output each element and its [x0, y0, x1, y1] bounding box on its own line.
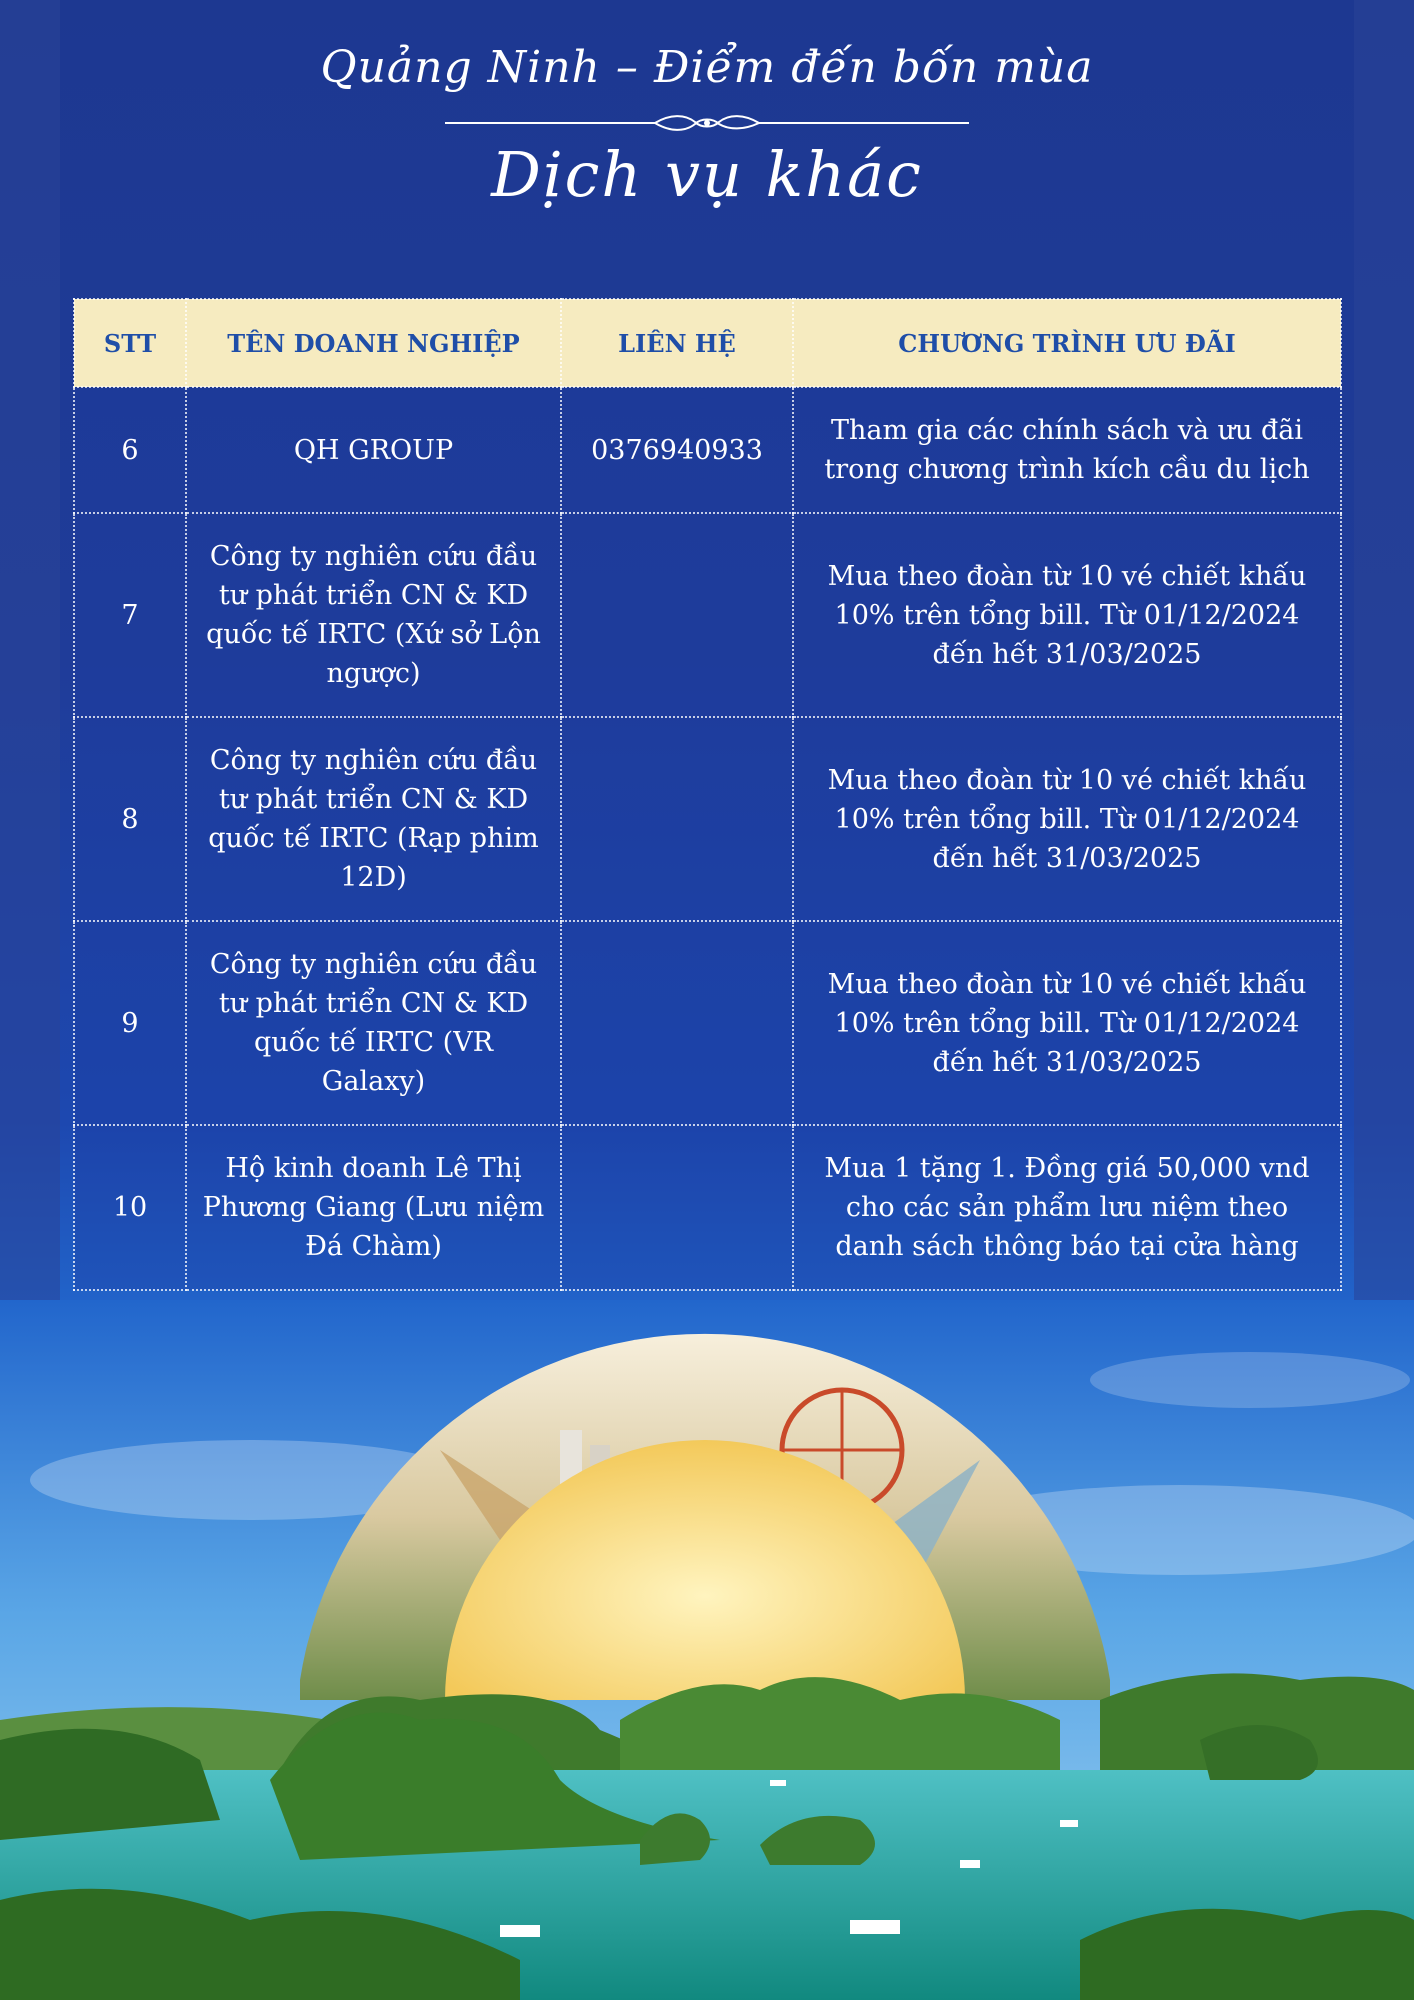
column-header-offer: CHƯƠNG TRÌNH ƯU ĐÃI — [793, 299, 1341, 387]
cell-company: Công ty nghiên cứu đầu tư phát triển CN & KD quốc tế IRTC (VR Galaxy) — [186, 921, 561, 1125]
cell-contact — [561, 1125, 793, 1290]
cell-company: QH GROUP — [186, 387, 561, 513]
column-header-stt: STT — [74, 299, 186, 387]
cell-stt: 7 — [74, 513, 186, 717]
cell-company: Hộ kinh doanh Lê Thị Phương Giang (Lưu niệm Đá Chàm) — [186, 1125, 561, 1290]
table-row — [74, 1125, 1341, 1290]
cell-offer: Mua 1 tặng 1. Đồng giá 50,000 vnd cho các sản phẩm lưu niệm theo danh sách thông báo tại cửa hàng — [793, 1125, 1341, 1290]
ornament-divider-icon — [445, 110, 969, 136]
table-header-row — [74, 299, 1341, 387]
cell-company: Công ty nghiên cứu đầu tư phát triển CN & KD quốc tế IRTC (Rạp phim 12D) — [186, 717, 561, 921]
section-title: Dịch vụ khác — [491, 138, 923, 211]
table-row — [74, 513, 1341, 717]
cell-stt: 8 — [74, 717, 186, 921]
cell-contact — [561, 513, 793, 717]
tagline: Quảng Ninh – Điểm đến bốn mùa — [320, 42, 1094, 93]
cell-stt: 6 — [74, 387, 186, 513]
table-row — [74, 387, 1341, 513]
table-row — [74, 921, 1341, 1125]
cell-offer: Mua theo đoàn từ 10 vé chiết khấu 10% trên tổng bill. Từ 01/12/2024 đến hết 31/03/2025 — [793, 513, 1341, 717]
column-header-contact: LIÊN HỆ — [561, 299, 793, 387]
cell-contact — [561, 717, 793, 921]
cell-offer: Mua theo đoàn từ 10 vé chiết khấu 10% trên tổng bill. Từ 01/12/2024 đến hết 31/03/2025 — [793, 921, 1341, 1125]
cell-offer: Tham gia các chính sách và ưu đãi trong chương trình kích cầu du lịch — [793, 387, 1341, 513]
cell-contact: 0376940933 — [561, 387, 793, 513]
partner-table — [73, 298, 1342, 1291]
ha-long-bay-illustration — [0, 1300, 1414, 2000]
cell-stt: 9 — [74, 921, 186, 1125]
cell-company: Công ty nghiên cứu đầu tư phát triển CN & KD quốc tế IRTC (Xứ sở Lộn ngược) — [186, 513, 561, 717]
cell-stt: 10 — [74, 1125, 186, 1290]
cell-contact — [561, 921, 793, 1125]
column-header-company: TÊN DOANH NGHIỆP — [186, 299, 561, 387]
cell-offer: Mua theo đoàn từ 10 vé chiết khấu 10% trên tổng bill. Từ 01/12/2024 đến hết 31/03/2025 — [793, 717, 1341, 921]
table-row — [74, 717, 1341, 921]
